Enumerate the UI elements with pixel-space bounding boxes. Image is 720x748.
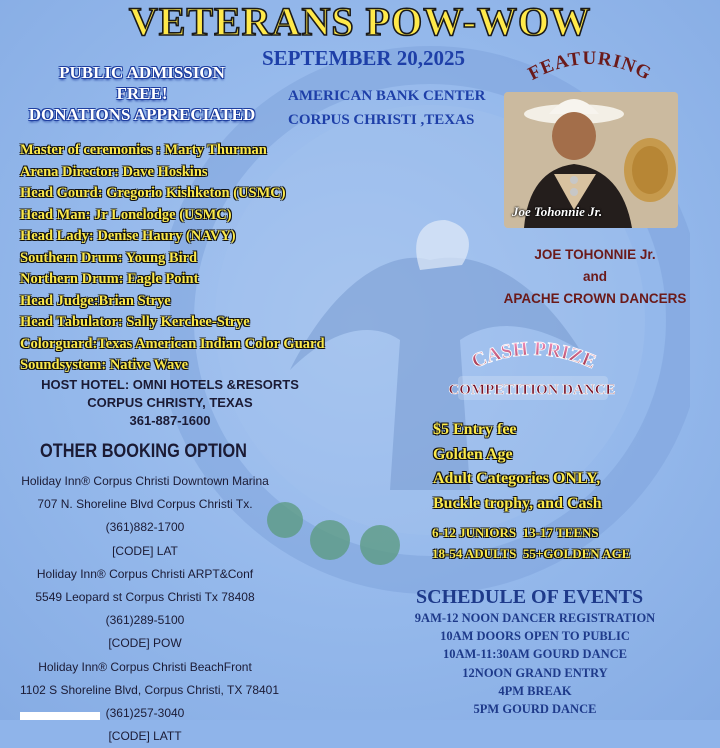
category-line: 6-12 JUNIORS 13-17 TEENS: [432, 525, 599, 540]
entry-line: Adult Categories ONLY,: [433, 470, 601, 487]
entry-details: [433, 418, 602, 516]
host-hotel-city: CORPUS CHRISTY, TEXAS: [87, 395, 253, 410]
booking-line: 1102 S Shoreline Blvd, Corpus Christi, TX 78401: [20, 682, 280, 697]
booking-line: (361)882-1700: [105, 520, 185, 535]
cash-prize-badge: [432, 340, 632, 420]
entry-line: Buckle trophy, and Cash: [433, 494, 602, 512]
performer-name: JOE TOHONNIE Jr.: [534, 247, 656, 262]
schedule-item: 12NOON GRAND ENTRY: [462, 665, 608, 680]
featuring-text: FEATURING: [524, 47, 655, 85]
host-hotel: [20, 376, 320, 430]
booking-line: (361)289-5100: [105, 613, 185, 628]
admission-donations: DONATIONS APPRECIATED: [28, 105, 256, 124]
performer-and: and: [582, 269, 607, 284]
booking-line: Holiday Inn® Corpus Christi ARPT&Conf: [36, 566, 254, 581]
staff-item: Head Lady: Denise Haury (NAVY): [20, 228, 236, 244]
staff-item: Head Judge:Brian Strye: [20, 292, 171, 309]
entry-line: $5 Entry fee: [433, 421, 517, 438]
booking-list: [20, 470, 280, 748]
staff-item: Head Tabulator: Sally Kerchee-Strye: [20, 314, 250, 330]
booking-title: OTHER BOOKING OPTION: [40, 441, 247, 462]
age-categories: [432, 522, 630, 564]
booking-line: 5549 Leopard st Corpus Christi Tx 78408: [35, 590, 255, 605]
staff-item: Arena Director: Dave Hoskins: [20, 163, 208, 180]
schedule-list: [400, 609, 670, 718]
cash-prize-text: CASH PRIZE: [468, 340, 600, 374]
staff-item: Soundsystem: Native Wave: [20, 357, 189, 373]
booking-line: Holiday Inn® Corpus Christi Downtown Marina: [21, 474, 269, 488]
venue-name: AMERICAN BANK CENTER: [288, 88, 486, 104]
admission-info: [18, 62, 266, 125]
staff-item: Master of ceremonies : Marty Thurman: [20, 142, 267, 158]
schedule-item: 4PM BREAK: [498, 683, 572, 698]
staff-item: Southern Drum: Young Bird: [20, 249, 198, 266]
admission-free: FREE!: [116, 84, 168, 103]
bottom-strip: [20, 712, 100, 720]
booking-line: [CODE] LAT: [112, 543, 178, 558]
venue-city: CORPUS CHRISTI ,TEXAS: [288, 112, 475, 128]
booking-line: [CODE] POW: [108, 636, 182, 651]
performer-group: APACHE CROWN DANCERS: [503, 291, 687, 306]
svg-text:CASH PRIZE: [469, 340, 600, 373]
category-line: 18-54 ADULTS 55+GOLDEN AGE: [432, 546, 631, 561]
host-hotel-name: HOST HOTEL: OMNI HOTELS &RESORTS: [41, 377, 299, 392]
staff-item: Northern Drum: Eagle Point: [20, 271, 199, 287]
entry-line: Golden Age: [433, 445, 513, 463]
staff-item: Head Man: Jr Lonelodge (USMC): [20, 206, 232, 223]
event-date: SEPTEMBER 20,2025: [262, 46, 466, 70]
admission-line: PUBLIC ADMISSION: [59, 63, 225, 82]
featured-performers: [470, 244, 720, 310]
competition-dance-text: COMPETITION DANCE: [448, 382, 616, 398]
featuring-heading: [500, 40, 680, 100]
schedule-item: 10AM DOORS OPEN TO PUBLIC: [440, 629, 630, 644]
staff-list: [20, 140, 325, 377]
staff-item: Colorguard:Texas American Indian Color Guard: [20, 335, 325, 352]
schedule-item: 9AM-12 NOON DANCER REGISTRATION: [414, 611, 656, 625]
event-venue: [288, 84, 486, 132]
schedule-title: SCHEDULE OF EVENTS: [416, 586, 644, 608]
staff-item: Head Gourd: Gregorio Kishketon (USMC): [20, 185, 286, 201]
booking-line: 707 N. Shoreline Blvd Corpus Christi Tx.: [37, 497, 253, 512]
photo-signature: Joe Tohonnie Jr.: [512, 204, 603, 219]
svg-text:FEATURING: [525, 48, 655, 85]
schedule-item: 10AM-11:30AM GOURD DANCE: [442, 647, 627, 662]
booking-line: Holiday Inn® Corpus Christi BeachFront: [38, 659, 252, 674]
event-title: VETERANS POW-WOW: [128, 0, 592, 44]
booking-line: (361)257-3040: [105, 706, 185, 721]
booking-line: [CODE] LATT: [108, 729, 182, 744]
host-hotel-phone: 361-887-1600: [129, 413, 211, 428]
schedule-item: 5PM GOURD DANCE: [473, 702, 597, 717]
